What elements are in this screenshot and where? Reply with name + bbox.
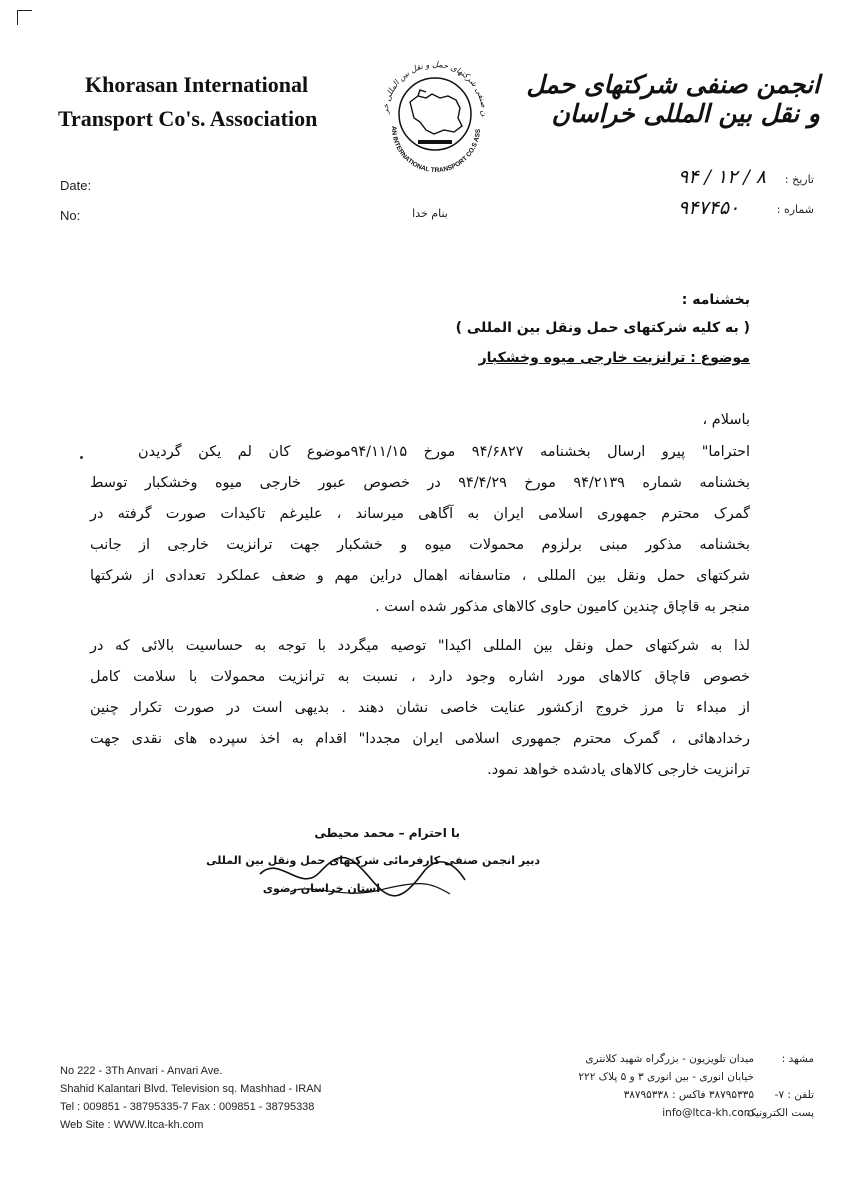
footer-fa-value: میدان تلویزیون - بزرگراه شهید کلانتری — [585, 1053, 754, 1065]
number-value: ۹۴۷۴۵۰ — [678, 197, 740, 219]
footer-email-link[interactable]: info@ltca-kh.com — [662, 1107, 754, 1119]
header-title-fa: انجمن صنفی شرکتهای حمل و نقل بین المللی خراسان — [526, 70, 820, 128]
body-line: خصوص قاچاق کالاهای مورد اشاره وجود دارد ، نسبت به ترانزیت محمولات با سلامت کامل — [90, 669, 750, 685]
letter-type: بخشنامه : — [681, 292, 750, 308]
body-line: لذا به شرکتهای حمل ونقل بین المللی اکیدا" توصیه میگردد با توجه به حساسیت بالائی که در — [90, 638, 750, 654]
footer-values-fa — [514, 1050, 754, 1122]
body-line: بخشنامه شماره ۹۴/۲۱۳۹ مورخ ۹۴/۴/۲۹ در خصوص عبور خارجی میوه وخشکبار توسط — [90, 475, 750, 491]
signature-province: استان خراسان رضوی — [262, 882, 380, 895]
footer-fa-value: ۳۸۷۹۵۳۳۵ فاکس : ۳۸۷۹۵۳۳۸ — [623, 1089, 754, 1101]
basmala: بنام خدا — [412, 207, 448, 220]
body-line: رخدادهائی ، گمرک محترم جمهوری اسلامی ایران مجددا" اقدام به اخذ سپرده های نقدی جهت — [90, 731, 750, 747]
body-line: از مبداء تا مرز خروج ازکشور عنایت خاصی نشان دهند . بدیهی است در صورت تکرار چنین — [90, 700, 750, 716]
handwritten-signature — [250, 834, 490, 914]
logo-arc-en-text: AN INTERNATIONAL TRANSPORT CO.S ASS — [389, 125, 483, 175]
date-label-en: Date: — [60, 178, 92, 193]
footer-fa-label: مشهد : — [781, 1053, 814, 1065]
closing-line: با احترام – محمد محیطی — [314, 826, 460, 840]
scan-corner-mark — [17, 10, 32, 25]
header-title-en-line2: Transport Co's. Association — [58, 106, 318, 131]
footer-address-en — [60, 1062, 380, 1134]
body-line: گمرک محترم جمهوری اسلامی ایران به آگاهی میرساند ، علیرغم تاکیدات صورت گرفته در — [90, 506, 750, 522]
date-value: ۹۴ / ۱۲ / ۸ — [678, 166, 766, 188]
footer-fa-label: تلفن : ۷- — [774, 1089, 814, 1101]
header-title-en-line1: Khorasan International — [85, 72, 309, 97]
number-label-en: No: — [60, 208, 81, 223]
body-line: احتراما" پیرو ارسال بخشنامه ۹۴/۶۸۲۷ مورخ ۹۴/۱۱/۱۵موضوع کان لم یکن گردیدن — [138, 444, 750, 460]
letter-subject-text: موضوع : ترانزیت خارجی میوه وخشکبار — [478, 350, 750, 366]
footer-fa-value: خیابان انوری - بین انوری ۳ و ۵ پلاک ۲۲۲ — [578, 1071, 754, 1083]
logo-emblem — [374, 36, 496, 186]
scan-dot — [80, 456, 83, 459]
date-label-fa: تاریخ : — [784, 173, 814, 186]
logo-arc-fa-text: ن صنفی شرکتهای حمل و نقل بین المللی خر — [380, 59, 490, 117]
footer-en-line: Tel : 009851 - 38795335-7 Fax : 009851 - 38795338 — [60, 1101, 315, 1113]
footer-fa-label: پست الکترونیک : — [739, 1107, 814, 1119]
letter-subject — [350, 350, 750, 366]
letter-recipient: ( به کلیه شرکتهای حمل ونقل بین المللی ) — [455, 320, 750, 336]
body-line: ترانزیت خارجی کالاهای یادشده خواهد نمود. — [487, 762, 750, 778]
letter-greeting: باسلام ، — [702, 412, 750, 428]
body-line: بخشنامه مذکور مبنی برلزوم محمولات میوه و خشکبار جهت ترانزیت خارجی از جانب — [90, 537, 750, 553]
footer-en-line: Shahid Kalantari Blvd. Television sq. Mashhad - IRAN — [60, 1083, 322, 1095]
footer-en-line: No 222 - 3Th Anvari - Anvari Ave. — [60, 1065, 223, 1077]
footer-en-link[interactable]: Web Site : WWW.ltca-kh.com — [60, 1119, 204, 1131]
body-line: شرکتهای حمل ونقل بین المللی ، متاسفانه اهمال دراین مهم و ضعف عملکرد تعدادی از شرکتها — [90, 568, 750, 584]
iran-map-icon — [410, 90, 462, 134]
signature-title: دبیر انجمن صنفی کارفرمائی شرکتهای حمل ونقل بین المللی — [206, 854, 540, 867]
association-logo — [374, 36, 496, 186]
body-line: منجر به قاچاق چندین کامیون حاوی کالاهای مذکور شده است . — [375, 599, 750, 615]
number-label-fa: شماره : — [776, 203, 814, 216]
